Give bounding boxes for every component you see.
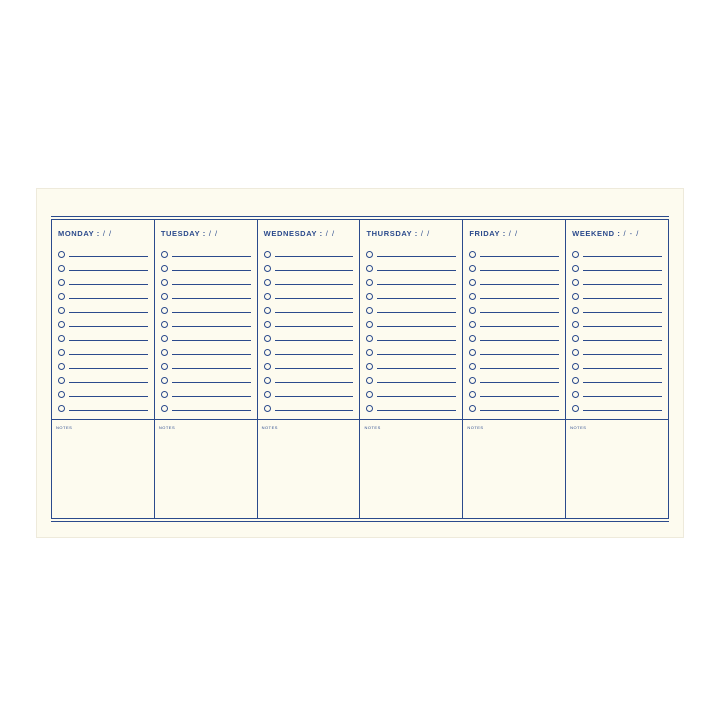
day-date: / - / bbox=[623, 229, 640, 238]
task-line[interactable] bbox=[377, 298, 456, 299]
checkbox-circle-icon[interactable] bbox=[264, 405, 271, 412]
task-line[interactable] bbox=[377, 382, 456, 383]
task-line[interactable] bbox=[583, 382, 662, 383]
day-date: / / bbox=[325, 229, 336, 238]
task-row[interactable] bbox=[58, 317, 148, 331]
task-line[interactable] bbox=[172, 396, 251, 397]
day-title bbox=[161, 229, 251, 243]
task-row[interactable] bbox=[58, 401, 148, 415]
task-row[interactable] bbox=[469, 331, 559, 345]
checkbox-circle-icon[interactable] bbox=[366, 377, 373, 384]
checkbox-circle-icon[interactable] bbox=[161, 293, 168, 300]
checkbox-circle-icon[interactable] bbox=[264, 307, 271, 314]
task-line[interactable] bbox=[69, 256, 148, 257]
day-date: / / bbox=[208, 229, 219, 238]
checkbox-circle-icon[interactable] bbox=[366, 405, 373, 412]
task-row[interactable] bbox=[366, 317, 456, 331]
checkbox-circle-icon[interactable] bbox=[264, 391, 271, 398]
notes-label: NOTES bbox=[261, 425, 278, 430]
task-row[interactable] bbox=[161, 247, 251, 261]
task-line[interactable] bbox=[172, 354, 251, 355]
day-title bbox=[58, 229, 148, 243]
day-header bbox=[155, 220, 257, 420]
task-line[interactable] bbox=[480, 396, 559, 397]
task-line[interactable] bbox=[275, 396, 354, 397]
checkbox-circle-icon[interactable] bbox=[161, 405, 168, 412]
task-list bbox=[58, 247, 148, 415]
notes-area[interactable] bbox=[155, 420, 257, 518]
task-row[interactable] bbox=[58, 345, 148, 359]
task-line[interactable] bbox=[480, 354, 559, 355]
task-row[interactable] bbox=[366, 387, 456, 401]
task-line[interactable] bbox=[377, 326, 456, 327]
task-line[interactable] bbox=[377, 270, 456, 271]
task-line[interactable] bbox=[480, 256, 559, 257]
task-line[interactable] bbox=[69, 326, 148, 327]
task-line[interactable] bbox=[69, 382, 148, 383]
task-line[interactable] bbox=[583, 396, 662, 397]
checkbox-circle-icon[interactable] bbox=[572, 335, 579, 342]
day-header bbox=[463, 220, 565, 420]
day-header bbox=[360, 220, 462, 420]
day-title bbox=[366, 229, 456, 243]
task-line[interactable] bbox=[69, 368, 148, 369]
task-line[interactable] bbox=[172, 256, 251, 257]
checkbox-circle-icon[interactable] bbox=[469, 391, 476, 398]
notes-label: NOTES bbox=[364, 425, 381, 430]
day-column-5 bbox=[566, 220, 668, 518]
notes-area[interactable] bbox=[566, 420, 668, 518]
task-row[interactable] bbox=[469, 373, 559, 387]
checkbox-circle-icon[interactable] bbox=[264, 251, 271, 258]
checkbox-circle-icon[interactable] bbox=[469, 349, 476, 356]
task-line[interactable] bbox=[583, 340, 662, 341]
checkbox-circle-icon[interactable] bbox=[469, 335, 476, 342]
task-row[interactable] bbox=[161, 345, 251, 359]
task-line[interactable] bbox=[275, 340, 354, 341]
notes-area[interactable] bbox=[258, 420, 360, 518]
checkbox-circle-icon[interactable] bbox=[58, 279, 65, 286]
task-line[interactable] bbox=[377, 256, 456, 257]
task-row[interactable] bbox=[161, 317, 251, 331]
checkbox-circle-icon[interactable] bbox=[572, 391, 579, 398]
task-line[interactable] bbox=[69, 312, 148, 313]
task-row[interactable] bbox=[161, 303, 251, 317]
task-line[interactable] bbox=[583, 326, 662, 327]
checkbox-circle-icon[interactable] bbox=[366, 307, 373, 314]
checkbox-circle-icon[interactable] bbox=[58, 377, 65, 384]
day-header bbox=[52, 220, 154, 420]
task-row[interactable] bbox=[161, 261, 251, 275]
day-column-0 bbox=[52, 220, 155, 518]
task-list bbox=[572, 247, 662, 415]
task-row[interactable] bbox=[572, 331, 662, 345]
checkbox-circle-icon[interactable] bbox=[58, 391, 65, 398]
task-line[interactable] bbox=[377, 410, 456, 411]
task-row[interactable] bbox=[58, 359, 148, 373]
task-line[interactable] bbox=[275, 354, 354, 355]
task-row[interactable] bbox=[264, 387, 354, 401]
task-row[interactable] bbox=[264, 359, 354, 373]
task-line[interactable] bbox=[377, 368, 456, 369]
checkbox-circle-icon[interactable] bbox=[366, 279, 373, 286]
task-row[interactable] bbox=[58, 247, 148, 261]
day-name: THURSDAY : bbox=[366, 229, 418, 238]
task-line[interactable] bbox=[69, 396, 148, 397]
checkbox-circle-icon[interactable] bbox=[161, 363, 168, 370]
task-line[interactable] bbox=[275, 256, 354, 257]
task-row[interactable] bbox=[161, 331, 251, 345]
task-line[interactable] bbox=[172, 284, 251, 285]
checkbox-circle-icon[interactable] bbox=[572, 405, 579, 412]
task-row[interactable] bbox=[366, 289, 456, 303]
task-row[interactable] bbox=[469, 345, 559, 359]
day-title bbox=[264, 229, 354, 243]
task-line[interactable] bbox=[275, 368, 354, 369]
checkbox-circle-icon[interactable] bbox=[58, 251, 65, 258]
checkbox-circle-icon[interactable] bbox=[264, 279, 271, 286]
day-column-2 bbox=[258, 220, 361, 518]
checkbox-circle-icon[interactable] bbox=[264, 377, 271, 384]
task-row[interactable] bbox=[58, 275, 148, 289]
checkbox-circle-icon[interactable] bbox=[572, 321, 579, 328]
checkbox-circle-icon[interactable] bbox=[572, 363, 579, 370]
task-row[interactable] bbox=[264, 317, 354, 331]
task-line[interactable] bbox=[69, 270, 148, 271]
task-line[interactable] bbox=[480, 326, 559, 327]
day-column-4 bbox=[463, 220, 566, 518]
task-row[interactable] bbox=[572, 247, 662, 261]
checkbox-circle-icon[interactable] bbox=[469, 265, 476, 272]
task-line[interactable] bbox=[275, 298, 354, 299]
checkbox-circle-icon[interactable] bbox=[161, 335, 168, 342]
checkbox-circle-icon[interactable] bbox=[366, 321, 373, 328]
task-line[interactable] bbox=[275, 312, 354, 313]
checkbox-circle-icon[interactable] bbox=[161, 349, 168, 356]
checkbox-circle-icon[interactable] bbox=[469, 321, 476, 328]
task-line[interactable] bbox=[172, 312, 251, 313]
task-line[interactable] bbox=[583, 284, 662, 285]
task-list bbox=[469, 247, 559, 415]
task-row[interactable] bbox=[469, 359, 559, 373]
task-line[interactable] bbox=[172, 368, 251, 369]
task-line[interactable] bbox=[480, 340, 559, 341]
checkbox-circle-icon[interactable] bbox=[572, 293, 579, 300]
checkbox-circle-icon[interactable] bbox=[58, 335, 65, 342]
task-row[interactable] bbox=[469, 303, 559, 317]
task-row[interactable] bbox=[161, 401, 251, 415]
checkbox-circle-icon[interactable] bbox=[161, 279, 168, 286]
day-name: WEEKEND : bbox=[572, 229, 621, 238]
task-line[interactable] bbox=[69, 354, 148, 355]
task-line[interactable] bbox=[480, 312, 559, 313]
task-line[interactable] bbox=[480, 410, 559, 411]
day-name: MONDAY : bbox=[58, 229, 100, 238]
planner-frame bbox=[51, 216, 669, 522]
day-date: / / bbox=[102, 229, 113, 238]
day-name: TUESDAY : bbox=[160, 229, 206, 238]
checkbox-circle-icon[interactable] bbox=[264, 335, 271, 342]
task-row[interactable] bbox=[469, 247, 559, 261]
task-row[interactable] bbox=[572, 261, 662, 275]
checkbox-circle-icon[interactable] bbox=[366, 251, 373, 258]
checkbox-circle-icon[interactable] bbox=[572, 265, 579, 272]
task-line[interactable] bbox=[69, 284, 148, 285]
task-row[interactable] bbox=[58, 387, 148, 401]
task-row[interactable] bbox=[58, 373, 148, 387]
task-row[interactable] bbox=[264, 345, 354, 359]
task-line[interactable] bbox=[377, 340, 456, 341]
notes-label: NOTES bbox=[467, 425, 484, 430]
task-line[interactable] bbox=[480, 298, 559, 299]
checkbox-circle-icon[interactable] bbox=[366, 265, 373, 272]
checkbox-circle-icon[interactable] bbox=[264, 363, 271, 370]
task-row[interactable] bbox=[161, 289, 251, 303]
checkbox-circle-icon[interactable] bbox=[58, 363, 65, 370]
task-line[interactable] bbox=[583, 270, 662, 271]
task-line[interactable] bbox=[172, 340, 251, 341]
task-row[interactable] bbox=[366, 331, 456, 345]
task-row[interactable] bbox=[469, 387, 559, 401]
task-line[interactable] bbox=[172, 382, 251, 383]
task-row[interactable] bbox=[366, 345, 456, 359]
checkbox-circle-icon[interactable] bbox=[58, 405, 65, 412]
checkbox-circle-icon[interactable] bbox=[161, 377, 168, 384]
task-line[interactable] bbox=[480, 284, 559, 285]
checkbox-circle-icon[interactable] bbox=[161, 251, 168, 258]
notes-area[interactable] bbox=[463, 420, 565, 518]
task-row[interactable] bbox=[264, 401, 354, 415]
task-row[interactable] bbox=[572, 317, 662, 331]
checkbox-circle-icon[interactable] bbox=[161, 307, 168, 314]
task-line[interactable] bbox=[275, 326, 354, 327]
task-row[interactable] bbox=[161, 275, 251, 289]
day-header bbox=[258, 220, 360, 420]
task-list bbox=[264, 247, 354, 415]
task-row[interactable] bbox=[366, 401, 456, 415]
task-line[interactable] bbox=[275, 382, 354, 383]
task-row[interactable] bbox=[366, 247, 456, 261]
task-line[interactable] bbox=[69, 340, 148, 341]
task-row[interactable] bbox=[572, 401, 662, 415]
task-row[interactable] bbox=[264, 289, 354, 303]
checkbox-circle-icon[interactable] bbox=[469, 279, 476, 286]
checkbox-circle-icon[interactable] bbox=[572, 279, 579, 286]
day-date: / / bbox=[420, 229, 431, 238]
task-line[interactable] bbox=[583, 410, 662, 411]
checkbox-circle-icon[interactable] bbox=[264, 321, 271, 328]
task-row[interactable] bbox=[366, 373, 456, 387]
checkbox-circle-icon[interactable] bbox=[572, 349, 579, 356]
checkbox-circle-icon[interactable] bbox=[264, 349, 271, 356]
task-row[interactable] bbox=[264, 331, 354, 345]
task-row[interactable] bbox=[469, 401, 559, 415]
task-row[interactable] bbox=[366, 261, 456, 275]
checkbox-circle-icon[interactable] bbox=[366, 293, 373, 300]
day-header bbox=[566, 220, 668, 420]
checkbox-circle-icon[interactable] bbox=[264, 265, 271, 272]
task-line[interactable] bbox=[377, 396, 456, 397]
checkbox-circle-icon[interactable] bbox=[366, 335, 373, 342]
task-row[interactable] bbox=[264, 247, 354, 261]
task-line[interactable] bbox=[583, 312, 662, 313]
task-row[interactable] bbox=[572, 387, 662, 401]
checkbox-circle-icon[interactable] bbox=[469, 363, 476, 370]
task-line[interactable] bbox=[480, 368, 559, 369]
task-line[interactable] bbox=[172, 270, 251, 271]
checkbox-circle-icon[interactable] bbox=[58, 265, 65, 272]
task-line[interactable] bbox=[583, 354, 662, 355]
checkbox-circle-icon[interactable] bbox=[58, 349, 65, 356]
task-row[interactable] bbox=[264, 275, 354, 289]
day-name: WEDNESDAY : bbox=[263, 229, 323, 238]
task-line[interactable] bbox=[275, 270, 354, 271]
task-row[interactable] bbox=[161, 387, 251, 401]
task-line[interactable] bbox=[377, 354, 456, 355]
task-row[interactable] bbox=[572, 303, 662, 317]
checkbox-circle-icon[interactable] bbox=[469, 251, 476, 258]
checkbox-circle-icon[interactable] bbox=[161, 265, 168, 272]
day-columns bbox=[51, 220, 669, 518]
checkbox-circle-icon[interactable] bbox=[264, 293, 271, 300]
task-line[interactable] bbox=[275, 284, 354, 285]
task-row[interactable] bbox=[264, 373, 354, 387]
checkbox-circle-icon[interactable] bbox=[469, 377, 476, 384]
task-row[interactable] bbox=[572, 359, 662, 373]
task-line[interactable] bbox=[583, 298, 662, 299]
checkbox-circle-icon[interactable] bbox=[161, 391, 168, 398]
task-row[interactable] bbox=[58, 261, 148, 275]
notes-label: NOTES bbox=[570, 425, 587, 430]
checkbox-circle-icon[interactable] bbox=[366, 363, 373, 370]
task-row[interactable] bbox=[572, 275, 662, 289]
task-line[interactable] bbox=[480, 270, 559, 271]
weekly-planner-sheet bbox=[36, 188, 684, 538]
checkbox-circle-icon[interactable] bbox=[58, 321, 65, 328]
task-row[interactable] bbox=[366, 303, 456, 317]
task-row[interactable] bbox=[572, 345, 662, 359]
task-line[interactable] bbox=[69, 298, 148, 299]
checkbox-circle-icon[interactable] bbox=[572, 251, 579, 258]
day-title bbox=[572, 229, 662, 243]
task-row[interactable] bbox=[58, 303, 148, 317]
checkbox-circle-icon[interactable] bbox=[58, 293, 65, 300]
task-row[interactable] bbox=[366, 275, 456, 289]
notes-label: NOTES bbox=[158, 425, 176, 430]
day-column-3 bbox=[360, 220, 463, 518]
task-row[interactable] bbox=[264, 261, 354, 275]
task-line[interactable] bbox=[377, 312, 456, 313]
task-line[interactable] bbox=[377, 284, 456, 285]
task-line[interactable] bbox=[275, 410, 354, 411]
checkbox-circle-icon[interactable] bbox=[572, 377, 579, 384]
task-row[interactable] bbox=[58, 289, 148, 303]
task-row[interactable] bbox=[161, 359, 251, 373]
day-name: FRIDAY : bbox=[469, 229, 506, 238]
task-row[interactable] bbox=[58, 331, 148, 345]
task-line[interactable] bbox=[172, 326, 251, 327]
checkbox-circle-icon[interactable] bbox=[572, 307, 579, 314]
task-row[interactable] bbox=[366, 359, 456, 373]
task-line[interactable] bbox=[583, 256, 662, 257]
task-row[interactable] bbox=[469, 317, 559, 331]
day-title bbox=[469, 229, 559, 243]
checkbox-circle-icon[interactable] bbox=[469, 293, 476, 300]
task-line[interactable] bbox=[172, 298, 251, 299]
day-date: / / bbox=[508, 229, 519, 238]
notes-area[interactable] bbox=[52, 420, 154, 518]
task-list bbox=[161, 247, 251, 415]
checkbox-circle-icon[interactable] bbox=[366, 391, 373, 398]
task-row[interactable] bbox=[264, 303, 354, 317]
task-row[interactable] bbox=[572, 373, 662, 387]
task-line[interactable] bbox=[480, 382, 559, 383]
task-row[interactable] bbox=[572, 289, 662, 303]
checkbox-circle-icon[interactable] bbox=[469, 307, 476, 314]
notes-label: NOTES bbox=[56, 425, 73, 430]
task-row[interactable] bbox=[469, 275, 559, 289]
notes-area[interactable] bbox=[360, 420, 462, 518]
task-list bbox=[366, 247, 456, 415]
task-line[interactable] bbox=[583, 368, 662, 369]
checkbox-circle-icon[interactable] bbox=[469, 405, 476, 412]
day-column-1 bbox=[155, 220, 258, 518]
checkbox-circle-icon[interactable] bbox=[366, 349, 373, 356]
checkbox-circle-icon[interactable] bbox=[161, 321, 168, 328]
task-line[interactable] bbox=[69, 410, 148, 411]
task-row[interactable] bbox=[161, 373, 251, 387]
checkbox-circle-icon[interactable] bbox=[58, 307, 65, 314]
task-row[interactable] bbox=[469, 261, 559, 275]
task-row[interactable] bbox=[469, 289, 559, 303]
task-line[interactable] bbox=[172, 410, 251, 411]
